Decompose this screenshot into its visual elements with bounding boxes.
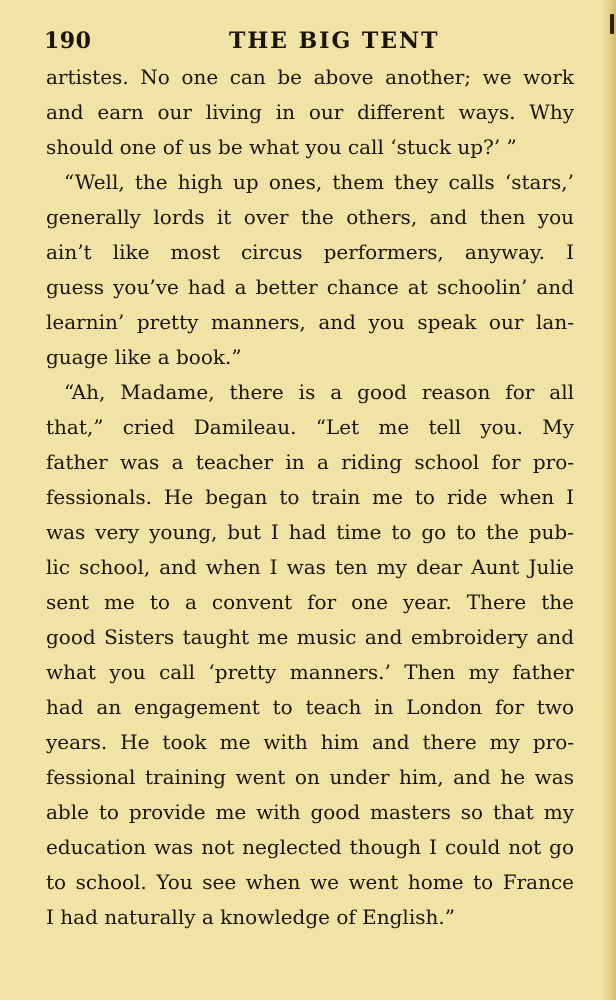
running-header [44, 24, 594, 58]
running-title: THE BIG TENT [229, 28, 440, 54]
page-edge-shadow [602, 0, 616, 1000]
text-line-6: ain’t like most circus performers, anyway. I [46, 240, 574, 264]
text-line-8: learnin’ pretty manners, and you speak our lan- [46, 310, 574, 334]
text-line-15: lic school, and when I was ten my dear Aunt Julie [46, 555, 574, 579]
text-line-11: that,” cried Damileau. “Let me tell you. My [46, 415, 574, 439]
text-line-22: able to provide me with good masters so that my [46, 800, 574, 824]
page-edge-mark [610, 14, 614, 34]
text-line-3: should one of us be what you call ‘stuck up?’ ” [46, 135, 517, 159]
text-line-10: “Ah, Madame, there is a good reason for all [64, 380, 574, 404]
text-line-21: fessional training went on under him, and he was [46, 765, 574, 789]
text-line-7: guess you’ve had a better chance at schoolin’ and [46, 275, 574, 299]
text-line-17: good Sisters taught me music and embroidery and [46, 625, 574, 649]
text-line-23: education was not neglected though I could not go [46, 835, 574, 859]
text-line-1: artistes. No one can be above another; we work [46, 65, 574, 89]
text-line-16: sent me to a convent for one year. There the [46, 590, 574, 614]
text-line-13: fessionals. He began to train me to ride when I [46, 485, 574, 509]
page-number: 190 [44, 28, 92, 54]
text-line-14: was very young, but I had time to go to the pub- [46, 520, 574, 544]
text-line-12: father was a teacher in a riding school for pro- [46, 450, 574, 474]
text-line-5: generally lords it over the others, and then you [46, 205, 574, 229]
text-line-4: “Well, the high up ones, them they calls ‘stars,’ [64, 170, 574, 194]
text-line-24: to school. You see when we went home to France [46, 870, 574, 894]
text-line-20: years. He took me with him and there my pro- [46, 730, 574, 754]
text-line-18: what you call ‘pretty manners.’ Then my father [46, 660, 574, 684]
text-line-19: had an engagement to teach in London for two [46, 695, 574, 719]
text-line-9: guage like a book.” [46, 345, 242, 369]
text-line-2: and earn our living in our different ways. Why [46, 100, 574, 124]
text-line-25: I had naturally a knowledge of English.” [46, 905, 455, 929]
